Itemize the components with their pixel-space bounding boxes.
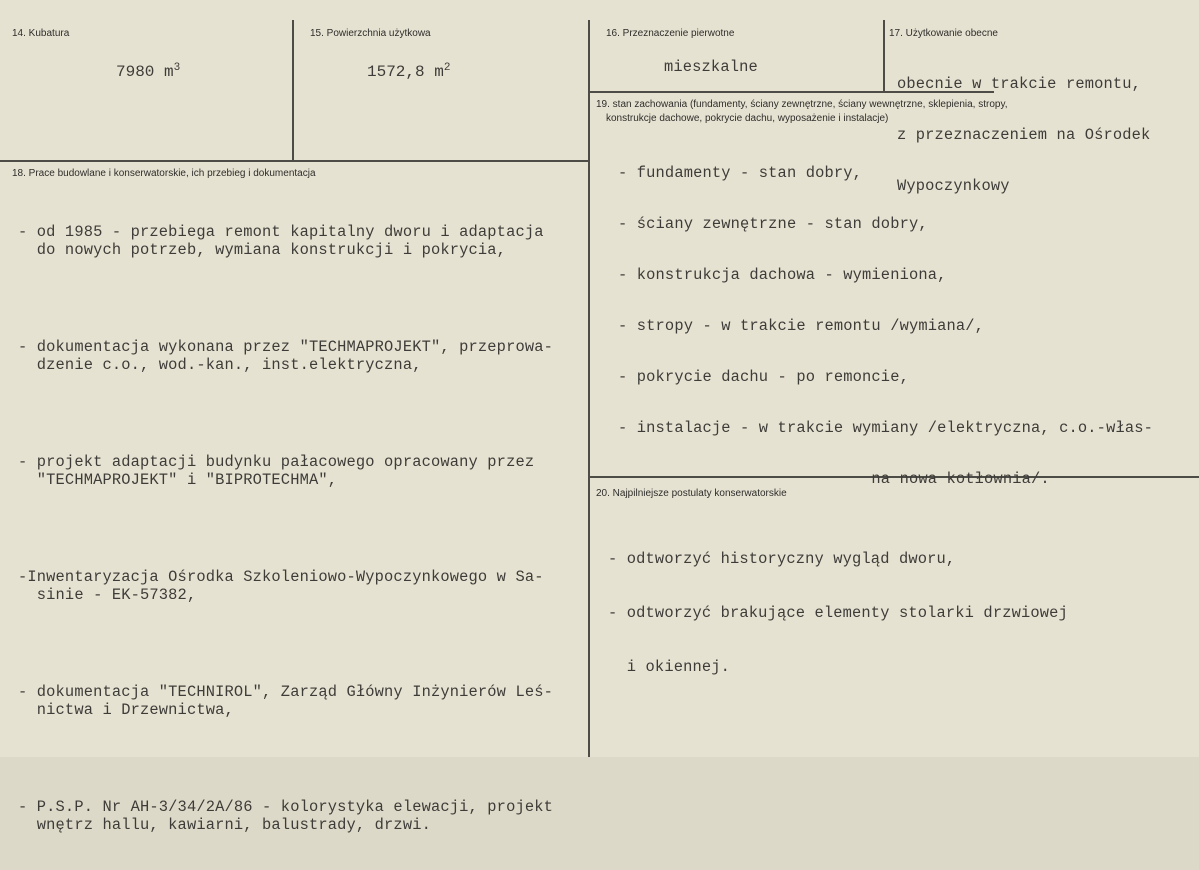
field-18-item: [18, 453, 553, 489]
field-19-label-cont: konstrukcje dachowe, pokrycie dachu, wyposażenie i instalacje): [606, 113, 889, 124]
field-14-amount: 7980 m: [116, 63, 174, 81]
field-18-item: [18, 798, 553, 834]
field-20-label: 20. Najpilniejsze postulaty konserwatorskie: [596, 488, 787, 499]
field-20-line: - odtworzyć historyczny wygląd dworu,: [608, 550, 956, 568]
field-14-label: 14. Kubatura: [12, 28, 70, 39]
field-20-text: [608, 514, 1068, 712]
field-18-item: [18, 223, 553, 259]
field-18-item: [18, 683, 553, 719]
field-18-line: - dokumentacja "TECHNIROL", Zarząd Główny Inżynierów Leś-: [18, 683, 553, 701]
field-18-line: - dokumentacja wykonana przez "TECHMAPROJEKT", przeprowa-: [18, 338, 553, 356]
field-20-line: - odtworzyć brakujące elementy stolarki drzwiowej: [608, 604, 1068, 622]
field-17-label: 17. Użytkowanie obecne: [889, 28, 998, 39]
divider: [883, 20, 885, 92]
field-14-exponent: 3: [173, 62, 181, 74]
field-18-item: [18, 568, 553, 604]
field-19-text: [618, 131, 1153, 522]
field-19-label: 19. stan zachowania (fundamenty, ściany zewnętrzne, ściany wewnętrzne, sklepienia, stropy,: [596, 99, 1008, 110]
field-18-line: sinie - EK-57382,: [18, 586, 197, 604]
divider: [0, 160, 589, 162]
field-19-line: - ściany zewnętrzne - stan dobry,: [618, 215, 928, 233]
field-19-line: - fundamenty - stan dobry,: [618, 164, 863, 182]
field-18-label: 18. Prace budowlane i konserwatorskie, ich przebieg i dokumentacja: [12, 168, 316, 179]
field-19-line: na nowa kotłownia/.: [618, 470, 1050, 488]
field-18-text: [18, 187, 553, 870]
field-15-exponent: 2: [443, 62, 451, 74]
field-16-label: 16. Przeznaczenie pierwotne: [606, 28, 735, 39]
field-18-line: - projekt adaptacji budynku pałacowego opracowany przez: [18, 453, 535, 471]
field-18-line: "TECHMAPROJEKT" i "BIPROTECHMA",: [18, 471, 338, 489]
field-19-line: - instalacje - w trakcie wymiany /elektryczna, c.o.-włas-: [618, 419, 1153, 437]
field-15-value: [367, 62, 450, 81]
field-18-line: - od 1985 - przebiega remont kapitalny dworu i adaptacja: [18, 223, 544, 241]
field-18-item: [18, 338, 553, 374]
field-19-line: - konstrukcja dachowa - wymieniona,: [618, 266, 947, 284]
field-17-line: z przeznaczeniem na Ośrodek: [897, 126, 1151, 144]
divider: [588, 20, 590, 757]
field-19-line: - pokrycie dachu - po remoncie,: [618, 368, 909, 386]
field-16-value: mieszkalne: [664, 58, 758, 76]
divider: [292, 20, 294, 160]
field-15-amount: 1572,8 m: [367, 63, 444, 81]
field-20-line: i okiennej.: [608, 658, 731, 676]
field-15-label: 15. Powierzchnia użytkowa: [310, 28, 431, 39]
field-18-line: do nowych potrzeb, wymiana konstrukcji i pokrycia,: [18, 241, 507, 259]
field-14-value: [116, 62, 180, 81]
field-19-line: - stropy - w trakcie remontu /wymiana/,: [618, 317, 985, 335]
field-18-line: - P.S.P. Nr AH-3/34/2A/86 - kolorystyka elewacji, projekt: [18, 798, 553, 816]
field-18-line: nictwa i Drzewnictwa,: [18, 701, 234, 719]
field-17-line: Wypoczynkowy: [897, 177, 1010, 195]
field-18-line: -Inwentaryzacja Ośrodka Szkoleniowo-Wypoczynkowego w Sa-: [18, 568, 544, 586]
field-18-line: wnętrz hallu, kawiarni, balustrady, drzwi.: [18, 816, 431, 834]
field-18-line: dzenie c.o., wod.-kan., inst.elektryczna,: [18, 356, 422, 374]
field-17-line: obecnie w trakcie remontu,: [897, 75, 1142, 93]
